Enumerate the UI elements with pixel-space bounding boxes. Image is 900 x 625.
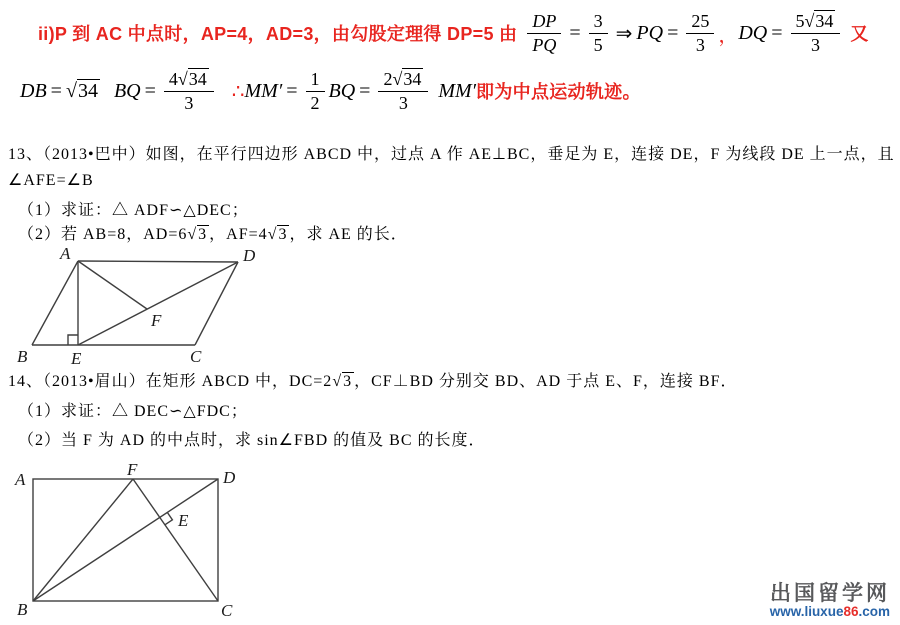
radical-3: √ 3 <box>187 226 208 243</box>
fraction-numerator: 25 <box>686 11 714 34</box>
radical-34: √ 34 <box>65 80 98 102</box>
problem-13-line-1: 13、（2013•巴中）如图，在平行四边形 ABCD 中，过点 A 作 AE⊥BC，垂足为 E，连接 DE，F 为线段 DE 上一点，且 <box>8 146 895 163</box>
fraction-denominator: 3 <box>810 35 820 55</box>
problem-14-item-2: （2）当 F 为 AD 的中点时，求 sin∠FBD 的值及 BC 的长度． <box>18 432 486 449</box>
fraction-5root34-3 <box>791 10 841 55</box>
solution-line-1 <box>38 8 869 58</box>
equals-sign: = <box>771 21 783 44</box>
diagram-14-rectangle <box>10 460 260 622</box>
radical-sign: √ <box>267 226 278 243</box>
solution-red-text: 即为中点运动轨迹。 <box>476 82 641 102</box>
fraction-denominator: 3 <box>184 93 194 113</box>
vertex-label-c: C <box>190 347 202 366</box>
fraction-25-3 <box>686 11 714 55</box>
radical-sign: √ <box>65 80 77 102</box>
math-var-dq: DQ <box>738 21 768 44</box>
radical-34: √ 34 <box>392 69 422 90</box>
segment-bf <box>33 479 133 601</box>
math-var-mm: MM′ <box>438 79 477 102</box>
math-var-db: DB <box>20 79 47 102</box>
side-dc <box>195 262 238 345</box>
radical-3: √ 3 <box>332 373 353 390</box>
fraction-numerator: 3 <box>589 11 608 34</box>
fraction-numerator: 1 <box>306 69 325 92</box>
vertex-label-c: C <box>221 601 233 620</box>
equals-sign: = <box>359 79 371 102</box>
fraction-denominator: 3 <box>398 93 408 113</box>
watermark <box>770 582 890 620</box>
fraction-2root34-3 <box>378 68 428 113</box>
segment-ed <box>78 262 238 345</box>
right-angle-mark <box>165 512 173 524</box>
vertex-label-a: A <box>60 246 71 263</box>
vertex-label-b: B <box>17 347 28 366</box>
fraction-denominator: 3 <box>695 34 705 55</box>
equals-sign: = <box>286 79 298 102</box>
problem-13-item-1: （1）求证：△ ADF∽△DEC； <box>18 202 249 219</box>
watermark-site-name: 出国留学网 <box>770 582 890 605</box>
problem-14-item-1: （1）求证：△ DEC∽△FDC； <box>18 403 248 420</box>
vertex-label-b: B <box>17 600 28 619</box>
radical-sign: √ <box>332 373 343 390</box>
equals-sign: = <box>667 21 679 44</box>
diagonal-bd <box>33 479 218 601</box>
vertex-label-f: F <box>151 311 162 330</box>
radical-sign: √ <box>804 11 815 32</box>
problem-13-line-2: ∠AFE=∠B <box>8 172 94 189</box>
equals-sign: = <box>144 79 156 102</box>
diagram-13-parallelogram <box>0 246 270 370</box>
fraction-numerator: 2 √ 34 <box>378 68 428 92</box>
implies-arrow: ⇒ <box>615 22 633 45</box>
math-var-pq: PQ <box>636 21 664 44</box>
vertex-label-e: E <box>178 511 189 530</box>
segment-af <box>78 261 147 309</box>
fraction-4root34-3 <box>164 68 214 113</box>
watermark-url: www.liuxue86.com <box>769 604 890 620</box>
solution-red-text: ii)P 到 AC 中点时，AP=4，AD=3，由勾股定理得 DP=5 由 <box>38 24 518 44</box>
radical-sign: √ <box>177 69 188 90</box>
equals-sign: = <box>569 21 581 44</box>
radical-sign: √ <box>392 69 403 90</box>
radical-34: √ 34 <box>177 69 207 90</box>
therefore-symbol: ∴ <box>231 80 245 103</box>
fraction-denominator: 5 <box>593 34 603 55</box>
math-var-bq: BQ <box>328 79 356 102</box>
solution-line-2 <box>20 66 641 116</box>
fraction-1-2 <box>306 69 325 113</box>
radical-3: √ 3 <box>267 226 288 243</box>
radical-34: √ 34 <box>804 11 834 32</box>
watermark-url-86: 86 <box>843 604 859 620</box>
segment-fc <box>133 479 218 601</box>
fraction-denominator: 2 <box>310 92 320 113</box>
red-comma: ， <box>718 24 739 47</box>
side-ab <box>32 261 78 345</box>
side-ad <box>78 261 238 262</box>
math-var-mm: MM′ <box>244 79 283 102</box>
problem-13-item-2: （2）若 AB=8，AD=6 √ 3 ，AF=4 √ 3 ，求 AE 的长． <box>18 226 408 243</box>
vertex-label-a: A <box>15 470 26 489</box>
radical-sign: √ <box>187 226 198 243</box>
problem-14-line-1: 14、（2013•眉山）在矩形 ABCD 中，DC=2 √ 3 ，CF⊥BD 分别交 BD、AD 于点 E、F，连接 BF． <box>8 373 738 390</box>
fraction-numerator: DP <box>527 11 561 34</box>
fraction-numerator: 5 √ 34 <box>791 10 841 34</box>
fraction-numerator: 4 √ 34 <box>164 68 214 92</box>
solution-red-text: 又 <box>850 24 869 44</box>
vertex-label-d: D <box>243 246 256 265</box>
vertex-label-d: D <box>223 468 236 487</box>
equals-sign: = <box>50 79 62 102</box>
fraction-3-5 <box>589 11 608 55</box>
right-angle-mark <box>68 335 78 345</box>
fraction-dp-pq <box>527 11 561 55</box>
vertex-label-e: E <box>71 349 82 368</box>
math-var-bq: BQ <box>113 79 141 102</box>
fraction-denominator: PQ <box>532 34 557 55</box>
vertex-label-f: F <box>127 460 138 479</box>
